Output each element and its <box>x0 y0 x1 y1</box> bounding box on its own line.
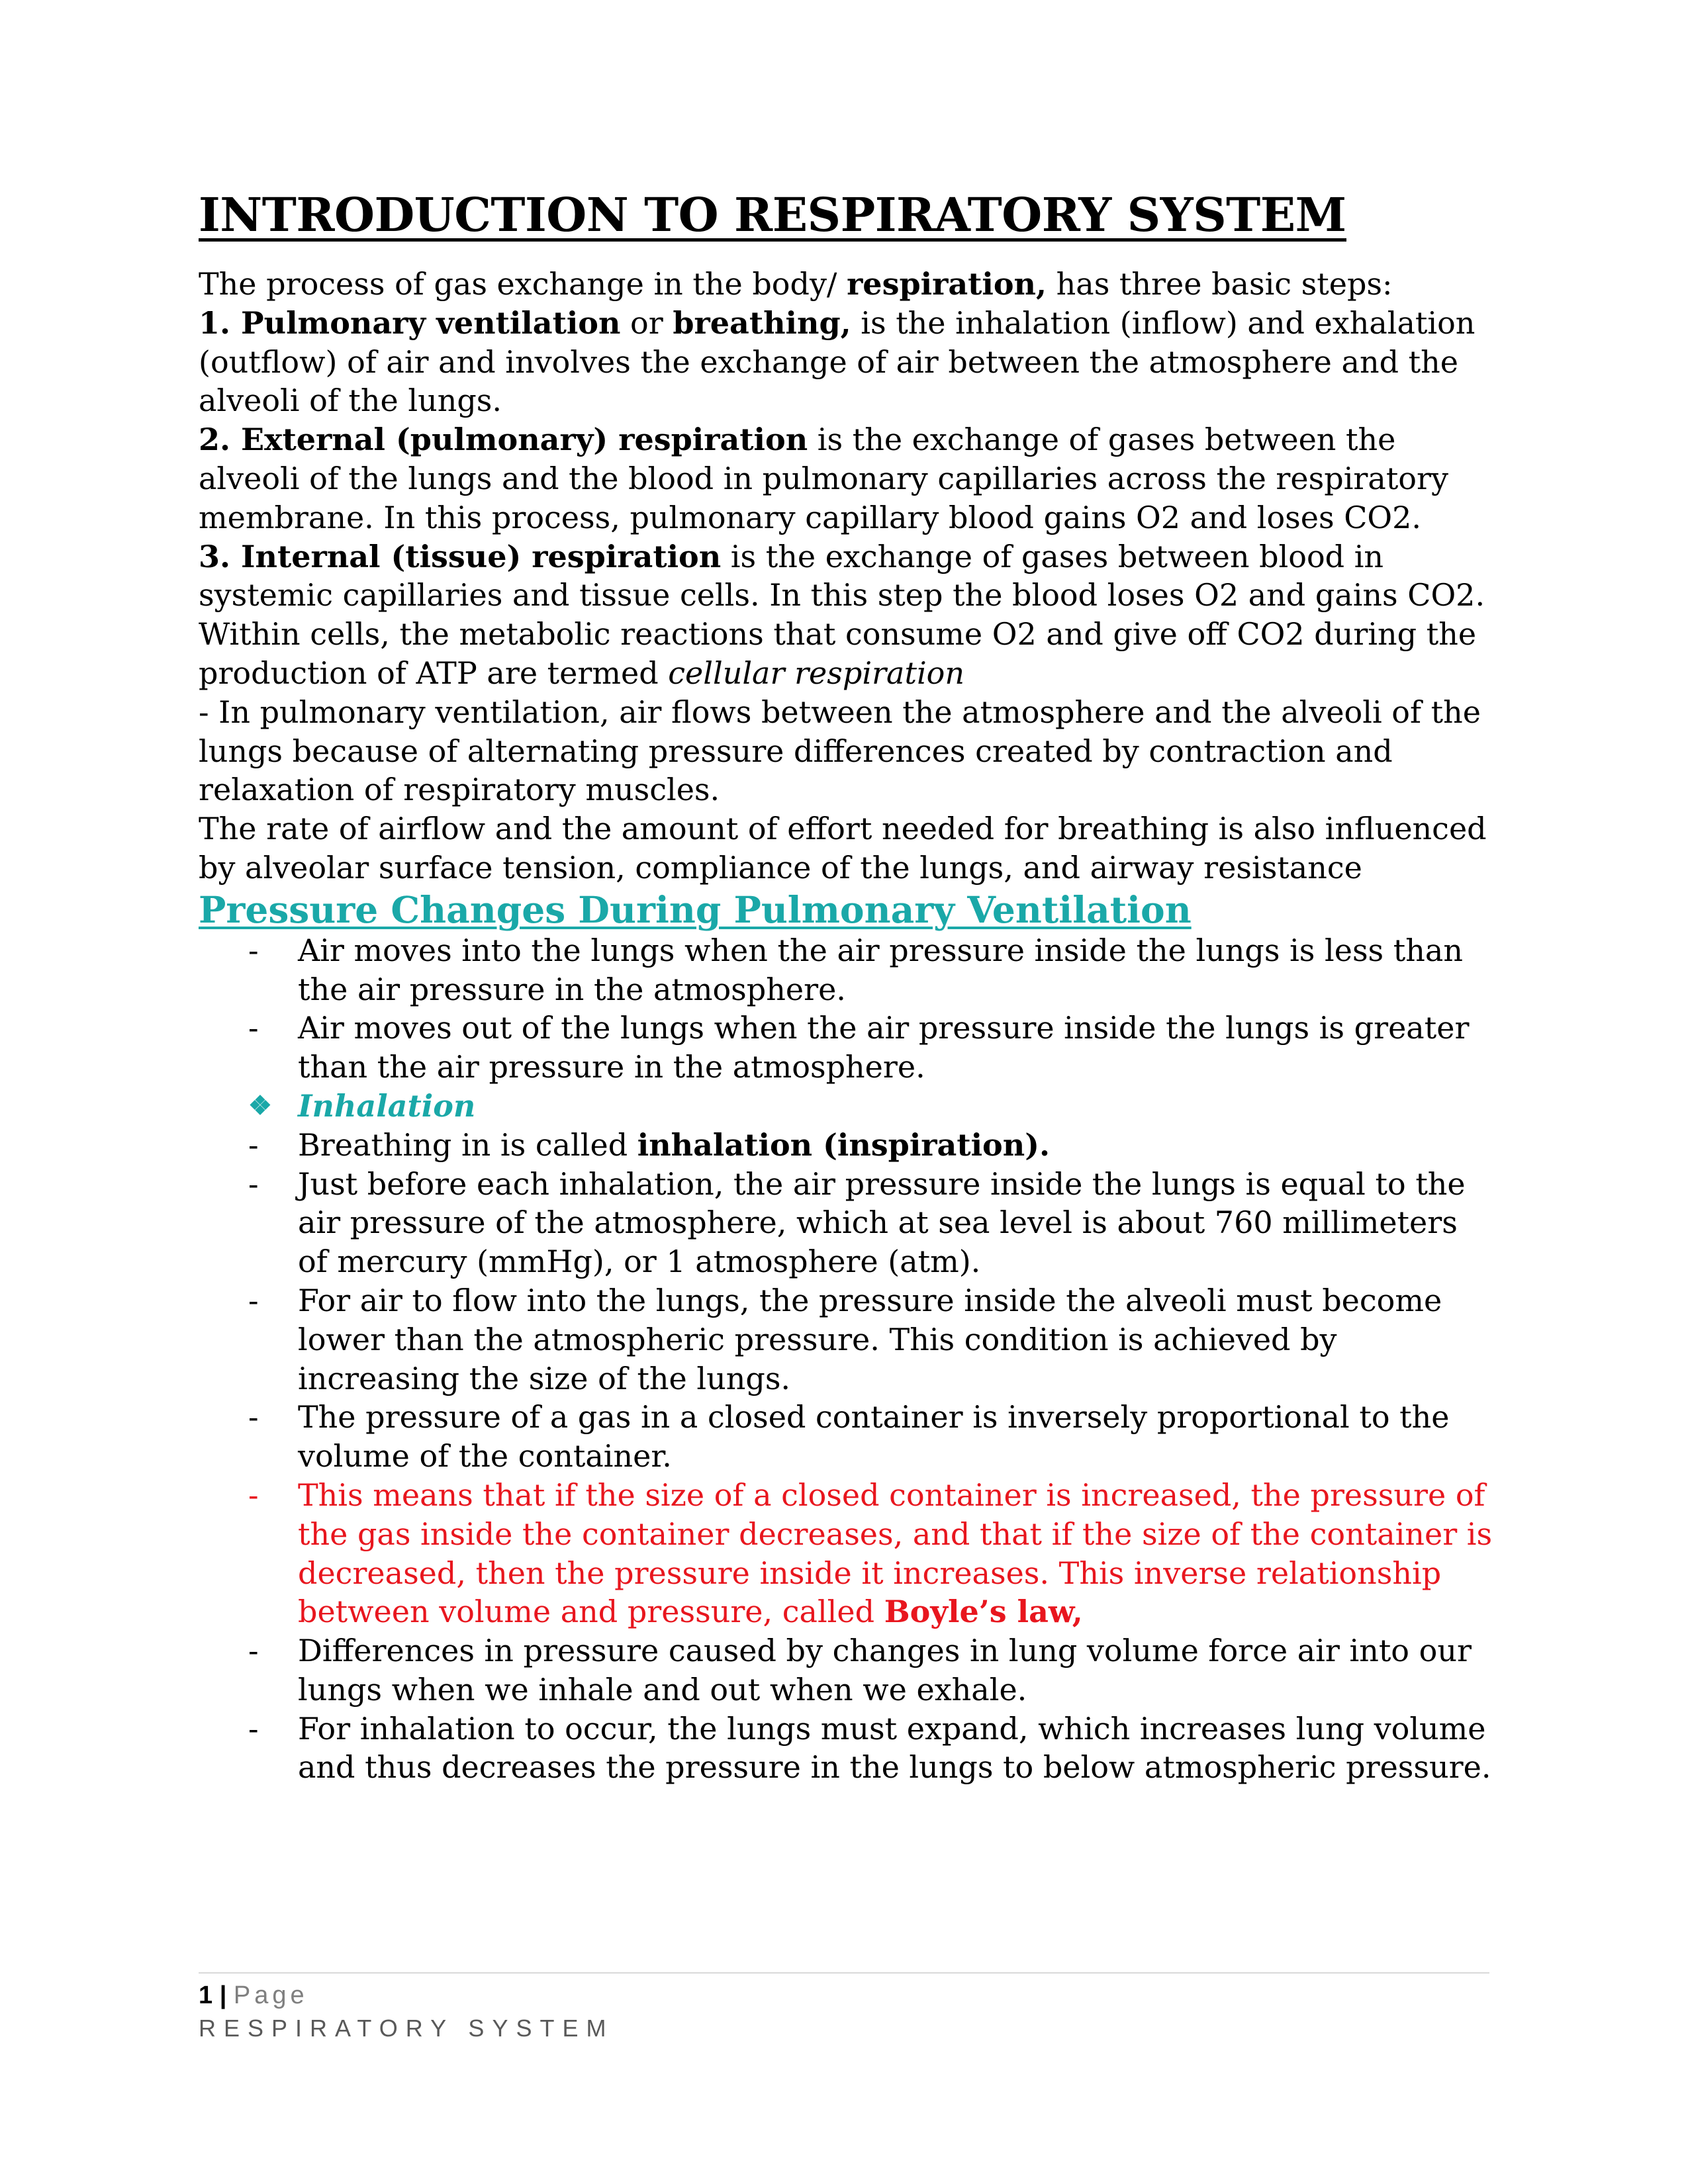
inhalation-subheading: ❖ Inhalation <box>199 1087 1496 1126</box>
list-item: - Air moves into the lungs when the air pressure inside the lungs is less than the air pressure in the atmosphere. <box>248 932 1463 1007</box>
intro-paragraph: The process of gas exchange in the body/ respiration, has three basic steps: <box>199 266 1393 302</box>
section-heading: Pressure Changes During Pulmonary Ventilation <box>199 887 1192 931</box>
diamond-bullet-icon: ❖ <box>248 1089 272 1121</box>
list-item: - Breathing in is called inhalation (inspiration). <box>248 1126 1050 1163</box>
step-1-paragraph: 1. Pulmonary ventilation or breathing, is the inhalation (inflow) and exhalation (outflow) of air and involves the exchange of air between the atmosphere and the alveoli of the lungs. <box>199 304 1476 419</box>
boyles-law-item: - This means that if the size of a closed container is increased, the pressure of the gas inside the container decreases, and that if the size of the container is decreased, then the pressure inside it increases. This inverse relationship between volume and pressure, called Boyle’s law, <box>248 1477 1493 1630</box>
page-footer <box>199 1979 614 2045</box>
page-number: 1 | Page <box>199 1981 308 2009</box>
airflow-paragraph: The rate of airflow and the amount of effort needed for breathing is also influenced by alveolar surface tension, compliance of the lungs, and airway resistance <box>199 811 1487 886</box>
step-3-paragraph: 3. Internal (tissue) respiration is the exchange of gases between blood in systemic capillaries and tissue cells. In this step the blood loses O2 and gains CO2. Within cells, the metabolic reactions that consume O2 and give off CO2 during the production of ATP are termed cellular respiration <box>199 538 1485 691</box>
document-body <box>199 265 1496 1787</box>
list-item: - The pressure of a gas in a closed container is inversely proportional to the volume of the container. <box>248 1399 1450 1475</box>
footer-divider <box>199 1972 1489 1974</box>
list-item: - For inhalation to occur, the lungs must expand, which increases lung volume and thus decreases the pressure in the lungs to below atmospheric pressure. <box>248 1710 1491 1786</box>
ventilation-paragraph: - In pulmonary ventilation, air flows between the atmosphere and the alveoli of the lungs because of alternating pressure differences created by contraction and relaxation of respiratory muscles. <box>199 694 1481 808</box>
list-item: - Just before each inhalation, the air pressure inside the lungs is equal to the air pressure of the atmosphere, which at sea level is about 760 millimeters of mercury (mmHg), or 1 atmosphere (atm). <box>248 1165 1466 1280</box>
list-item: - Differences in pressure caused by changes in lung volume force air into our lungs when we inhale and out when we exhale. <box>248 1633 1472 1707</box>
list-item: - For air to flow into the lungs, the pressure inside the alveoli must become lower than the atmospheric pressure. This condition is achieved by increasing the size of the lungs. <box>248 1282 1442 1396</box>
list-item: - Air moves out of the lungs when the air pressure inside the lungs is greater than the air pressure in the atmosphere. <box>248 1010 1470 1085</box>
footer-section-title: RESPIRATORY SYSTEM <box>199 2015 614 2042</box>
step-2-paragraph: 2. External (pulmonary) respiration is the exchange of gases between the alveoli of the lungs and the blood in pulmonary capillaries across the respiratory membrane. In this process, pulmonary capillary blood gains O2 and loses CO2. <box>199 422 1448 535</box>
pressure-list <box>199 931 1496 1788</box>
page-title: INTRODUCTION TO RESPIRATORY SYSTEM <box>199 187 1346 242</box>
